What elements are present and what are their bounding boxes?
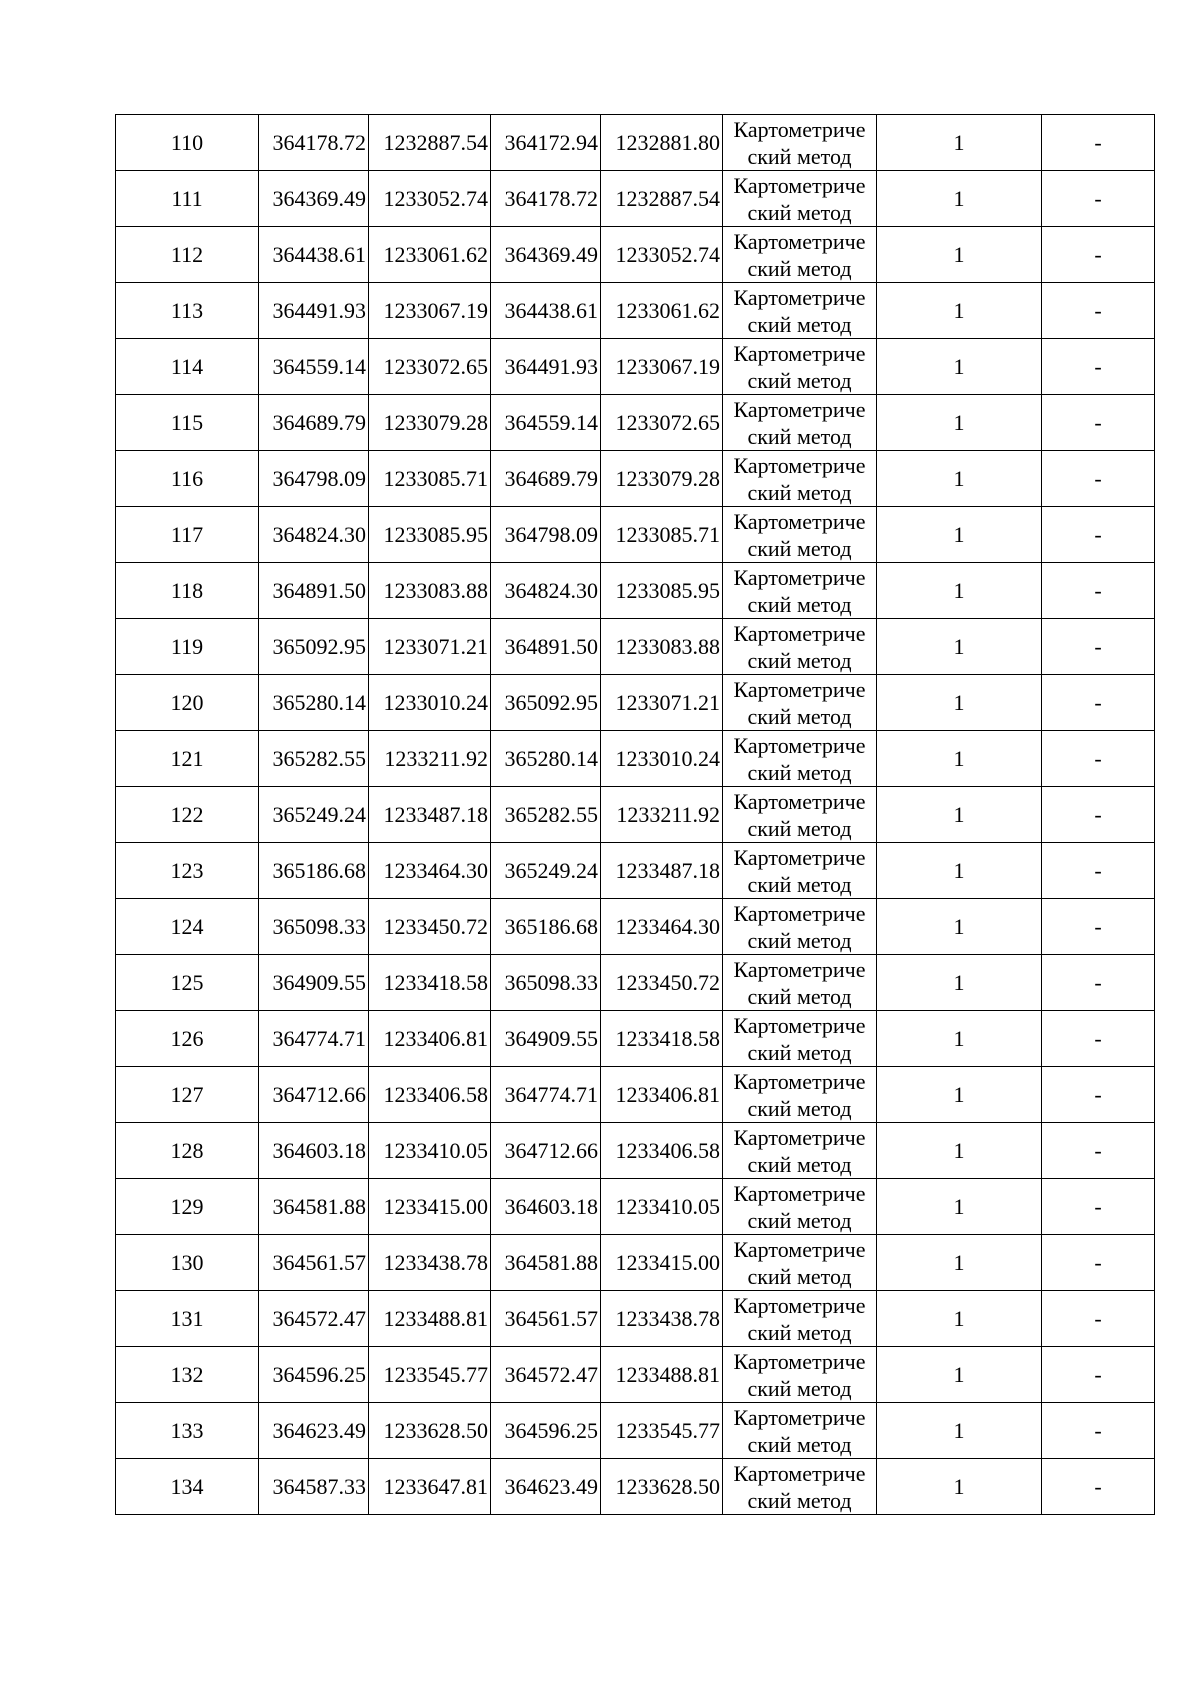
previous-x-coordinate-cell: 364178.72 [491, 171, 601, 227]
x-coordinate-cell: 364774.71 [259, 1011, 369, 1067]
method-cell [723, 1347, 877, 1403]
note-cell: - [1042, 675, 1155, 731]
method-line-1: Картометриче [733, 1068, 866, 1094]
previous-y-coordinate-cell: 1233052.74 [601, 227, 723, 283]
point-number-cell: 111 [116, 171, 259, 227]
note-cell: - [1042, 899, 1155, 955]
point-number-cell: 117 [116, 507, 259, 563]
table-row [116, 1235, 1155, 1291]
method-line-1: Картометриче [733, 956, 866, 982]
method-line-2: ский метод [747, 983, 852, 1009]
point-number-cell: 124 [116, 899, 259, 955]
table-row [116, 171, 1155, 227]
x-coordinate-cell: 364438.61 [259, 227, 369, 283]
method-line-2: ский метод [747, 1039, 852, 1065]
method-line-1: Картометриче [733, 676, 866, 702]
x-coordinate-cell: 364369.49 [259, 171, 369, 227]
accuracy-cell: 1 [877, 507, 1042, 563]
previous-y-coordinate-cell: 1233010.24 [601, 731, 723, 787]
y-coordinate-cell: 1233418.58 [369, 955, 491, 1011]
previous-x-coordinate-cell: 364891.50 [491, 619, 601, 675]
method-line-2: ский метод [747, 143, 852, 169]
x-coordinate-cell: 364561.57 [259, 1235, 369, 1291]
method-line-2: ский метод [747, 367, 852, 393]
x-coordinate-cell: 364891.50 [259, 563, 369, 619]
table-row [116, 731, 1155, 787]
x-coordinate-cell: 365186.68 [259, 843, 369, 899]
previous-y-coordinate-cell: 1232887.54 [601, 171, 723, 227]
method-line-2: ский метод [747, 535, 852, 561]
table-row [116, 1347, 1155, 1403]
previous-y-coordinate-cell: 1233418.58 [601, 1011, 723, 1067]
method-line-2: ский метод [747, 1319, 852, 1345]
previous-y-coordinate-cell: 1232881.80 [601, 115, 723, 171]
y-coordinate-cell: 1233450.72 [369, 899, 491, 955]
table-row [116, 787, 1155, 843]
y-coordinate-cell: 1233072.65 [369, 339, 491, 395]
method-line-2: ский метод [747, 1151, 852, 1177]
previous-y-coordinate-cell: 1233071.21 [601, 675, 723, 731]
method-line-2: ский метод [747, 1095, 852, 1121]
table-row [116, 227, 1155, 283]
method-cell [723, 1235, 877, 1291]
table-row [116, 507, 1155, 563]
point-number-cell: 116 [116, 451, 259, 507]
y-coordinate-cell: 1233085.71 [369, 451, 491, 507]
method-line-2: ский метод [747, 647, 852, 673]
y-coordinate-cell: 1233406.81 [369, 1011, 491, 1067]
accuracy-cell: 1 [877, 1067, 1042, 1123]
method-line-2: ский метод [747, 815, 852, 841]
method-line-1: Картометриче [733, 1012, 866, 1038]
y-coordinate-cell: 1233545.77 [369, 1347, 491, 1403]
method-line-1: Картометриче [733, 508, 866, 534]
y-coordinate-cell: 1233488.81 [369, 1291, 491, 1347]
y-coordinate-cell: 1233010.24 [369, 675, 491, 731]
method-line-1: Картометриче [733, 844, 866, 870]
accuracy-cell: 1 [877, 171, 1042, 227]
y-coordinate-cell: 1233071.21 [369, 619, 491, 675]
x-coordinate-cell: 364909.55 [259, 955, 369, 1011]
note-cell: - [1042, 563, 1155, 619]
method-line-2: ский метод [747, 1487, 852, 1513]
previous-y-coordinate-cell: 1233085.95 [601, 563, 723, 619]
table-row [116, 1011, 1155, 1067]
table-row [116, 619, 1155, 675]
y-coordinate-cell: 1233211.92 [369, 731, 491, 787]
method-line-2: ский метод [747, 199, 852, 225]
method-line-1: Картометриче [733, 1180, 866, 1206]
method-line-2: ский метод [747, 759, 852, 785]
x-coordinate-cell: 364178.72 [259, 115, 369, 171]
note-cell: - [1042, 1403, 1155, 1459]
note-cell: - [1042, 731, 1155, 787]
table-row [116, 843, 1155, 899]
method-line-2: ский метод [747, 1375, 852, 1401]
method-line-1: Картометриче [733, 788, 866, 814]
accuracy-cell: 1 [877, 675, 1042, 731]
previous-x-coordinate-cell: 365092.95 [491, 675, 601, 731]
method-cell [723, 955, 877, 1011]
accuracy-cell: 1 [877, 283, 1042, 339]
method-cell [723, 451, 877, 507]
method-line-2: ский метод [747, 1207, 852, 1233]
method-cell [723, 395, 877, 451]
method-cell [723, 115, 877, 171]
note-cell: - [1042, 1235, 1155, 1291]
table-row [116, 1123, 1155, 1179]
previous-y-coordinate-cell: 1233410.05 [601, 1179, 723, 1235]
method-line-2: ский метод [747, 1263, 852, 1289]
y-coordinate-cell: 1233410.05 [369, 1123, 491, 1179]
previous-y-coordinate-cell: 1233079.28 [601, 451, 723, 507]
note-cell: - [1042, 1459, 1155, 1515]
accuracy-cell: 1 [877, 395, 1042, 451]
coordinates-table [115, 114, 1155, 1515]
method-cell [723, 1459, 877, 1515]
previous-y-coordinate-cell: 1233488.81 [601, 1347, 723, 1403]
method-line-1: Картометриче [733, 900, 866, 926]
x-coordinate-cell: 364824.30 [259, 507, 369, 563]
point-number-cell: 112 [116, 227, 259, 283]
y-coordinate-cell: 1233438.78 [369, 1235, 491, 1291]
method-line-1: Картометриче [733, 340, 866, 366]
x-coordinate-cell: 364623.49 [259, 1403, 369, 1459]
table-row [116, 1067, 1155, 1123]
table-row [116, 283, 1155, 339]
previous-x-coordinate-cell: 364603.18 [491, 1179, 601, 1235]
accuracy-cell: 1 [877, 899, 1042, 955]
table-row [116, 1459, 1155, 1515]
y-coordinate-cell: 1233647.81 [369, 1459, 491, 1515]
y-coordinate-cell: 1233487.18 [369, 787, 491, 843]
previous-x-coordinate-cell: 364172.94 [491, 115, 601, 171]
table-row [116, 1291, 1155, 1347]
method-line-2: ский метод [747, 479, 852, 505]
previous-x-coordinate-cell: 364689.79 [491, 451, 601, 507]
accuracy-cell: 1 [877, 1459, 1042, 1515]
table-row [116, 451, 1155, 507]
y-coordinate-cell: 1233085.95 [369, 507, 491, 563]
previous-x-coordinate-cell: 364369.49 [491, 227, 601, 283]
table-row [116, 115, 1155, 171]
previous-x-coordinate-cell: 364909.55 [491, 1011, 601, 1067]
previous-y-coordinate-cell: 1233450.72 [601, 955, 723, 1011]
previous-x-coordinate-cell: 365249.24 [491, 843, 601, 899]
x-coordinate-cell: 364596.25 [259, 1347, 369, 1403]
method-line-1: Картометриче [733, 1236, 866, 1262]
accuracy-cell: 1 [877, 731, 1042, 787]
method-line-2: ский метод [747, 703, 852, 729]
previous-y-coordinate-cell: 1233072.65 [601, 395, 723, 451]
method-cell [723, 1067, 877, 1123]
previous-x-coordinate-cell: 364623.49 [491, 1459, 601, 1515]
previous-y-coordinate-cell: 1233415.00 [601, 1235, 723, 1291]
point-number-cell: 114 [116, 339, 259, 395]
accuracy-cell: 1 [877, 1235, 1042, 1291]
accuracy-cell: 1 [877, 1123, 1042, 1179]
x-coordinate-cell: 365098.33 [259, 899, 369, 955]
previous-y-coordinate-cell: 1233067.19 [601, 339, 723, 395]
method-line-2: ский метод [747, 311, 852, 337]
previous-x-coordinate-cell: 364596.25 [491, 1403, 601, 1459]
accuracy-cell: 1 [877, 843, 1042, 899]
previous-y-coordinate-cell: 1233464.30 [601, 899, 723, 955]
x-coordinate-cell: 365092.95 [259, 619, 369, 675]
method-cell [723, 731, 877, 787]
table-row [116, 955, 1155, 1011]
point-number-cell: 121 [116, 731, 259, 787]
method-line-1: Картометриче [733, 1404, 866, 1430]
method-line-1: Картометриче [733, 564, 866, 590]
x-coordinate-cell: 365280.14 [259, 675, 369, 731]
x-coordinate-cell: 364572.47 [259, 1291, 369, 1347]
method-cell [723, 899, 877, 955]
method-line-1: Картометриче [733, 452, 866, 478]
previous-y-coordinate-cell: 1233085.71 [601, 507, 723, 563]
point-number-cell: 128 [116, 1123, 259, 1179]
note-cell: - [1042, 787, 1155, 843]
previous-y-coordinate-cell: 1233083.88 [601, 619, 723, 675]
accuracy-cell: 1 [877, 1011, 1042, 1067]
method-cell [723, 675, 877, 731]
table-row [116, 899, 1155, 955]
point-number-cell: 132 [116, 1347, 259, 1403]
previous-y-coordinate-cell: 1233061.62 [601, 283, 723, 339]
method-cell [723, 1123, 877, 1179]
method-line-1: Картометриче [733, 1124, 866, 1150]
previous-x-coordinate-cell: 365098.33 [491, 955, 601, 1011]
previous-y-coordinate-cell: 1233438.78 [601, 1291, 723, 1347]
point-number-cell: 130 [116, 1235, 259, 1291]
accuracy-cell: 1 [877, 563, 1042, 619]
method-line-1: Картометриче [733, 116, 866, 142]
previous-y-coordinate-cell: 1233628.50 [601, 1459, 723, 1515]
accuracy-cell: 1 [877, 451, 1042, 507]
previous-x-coordinate-cell: 365186.68 [491, 899, 601, 955]
note-cell: - [1042, 171, 1155, 227]
y-coordinate-cell: 1233464.30 [369, 843, 491, 899]
note-cell: - [1042, 283, 1155, 339]
point-number-cell: 134 [116, 1459, 259, 1515]
previous-x-coordinate-cell: 365282.55 [491, 787, 601, 843]
point-number-cell: 133 [116, 1403, 259, 1459]
previous-x-coordinate-cell: 365280.14 [491, 731, 601, 787]
method-line-2: ский метод [747, 1431, 852, 1457]
point-number-cell: 123 [116, 843, 259, 899]
previous-x-coordinate-cell: 364581.88 [491, 1235, 601, 1291]
note-cell: - [1042, 1347, 1155, 1403]
method-cell [723, 171, 877, 227]
table-body [116, 115, 1155, 1515]
x-coordinate-cell: 365282.55 [259, 731, 369, 787]
method-cell [723, 1403, 877, 1459]
x-coordinate-cell: 364587.33 [259, 1459, 369, 1515]
method-line-1: Картометриче [733, 1460, 866, 1486]
method-line-1: Картометриче [733, 1348, 866, 1374]
y-coordinate-cell: 1233406.58 [369, 1067, 491, 1123]
method-line-2: ский метод [747, 927, 852, 953]
method-line-1: Картометриче [733, 620, 866, 646]
y-coordinate-cell: 1233083.88 [369, 563, 491, 619]
note-cell: - [1042, 955, 1155, 1011]
accuracy-cell: 1 [877, 339, 1042, 395]
accuracy-cell: 1 [877, 1347, 1042, 1403]
table-row [116, 395, 1155, 451]
x-coordinate-cell: 364559.14 [259, 339, 369, 395]
note-cell: - [1042, 1011, 1155, 1067]
point-number-cell: 131 [116, 1291, 259, 1347]
point-number-cell: 129 [116, 1179, 259, 1235]
method-line-1: Картометриче [733, 732, 866, 758]
note-cell: - [1042, 227, 1155, 283]
method-cell [723, 507, 877, 563]
accuracy-cell: 1 [877, 955, 1042, 1011]
method-cell [723, 1011, 877, 1067]
method-line-2: ский метод [747, 423, 852, 449]
note-cell: - [1042, 843, 1155, 899]
method-line-2: ский метод [747, 255, 852, 281]
point-number-cell: 126 [116, 1011, 259, 1067]
method-line-1: Картометриче [733, 396, 866, 422]
point-number-cell: 120 [116, 675, 259, 731]
method-cell [723, 283, 877, 339]
point-number-cell: 115 [116, 395, 259, 451]
method-cell [723, 563, 877, 619]
previous-y-coordinate-cell: 1233406.81 [601, 1067, 723, 1123]
point-number-cell: 125 [116, 955, 259, 1011]
method-cell [723, 843, 877, 899]
point-number-cell: 119 [116, 619, 259, 675]
method-cell [723, 619, 877, 675]
x-coordinate-cell: 364712.66 [259, 1067, 369, 1123]
accuracy-cell: 1 [877, 227, 1042, 283]
method-cell [723, 787, 877, 843]
previous-x-coordinate-cell: 364491.93 [491, 339, 601, 395]
point-number-cell: 113 [116, 283, 259, 339]
y-coordinate-cell: 1233052.74 [369, 171, 491, 227]
accuracy-cell: 1 [877, 115, 1042, 171]
y-coordinate-cell: 1232887.54 [369, 115, 491, 171]
note-cell: - [1042, 395, 1155, 451]
note-cell: - [1042, 1291, 1155, 1347]
accuracy-cell: 1 [877, 1291, 1042, 1347]
previous-y-coordinate-cell: 1233487.18 [601, 843, 723, 899]
y-coordinate-cell: 1233067.19 [369, 283, 491, 339]
method-line-1: Картометриче [733, 228, 866, 254]
accuracy-cell: 1 [877, 1179, 1042, 1235]
method-line-2: ский метод [747, 591, 852, 617]
table-row [116, 563, 1155, 619]
note-cell: - [1042, 507, 1155, 563]
note-cell: - [1042, 451, 1155, 507]
note-cell: - [1042, 1123, 1155, 1179]
point-number-cell: 110 [116, 115, 259, 171]
table-row [116, 1403, 1155, 1459]
previous-y-coordinate-cell: 1233545.77 [601, 1403, 723, 1459]
previous-x-coordinate-cell: 364438.61 [491, 283, 601, 339]
y-coordinate-cell: 1233079.28 [369, 395, 491, 451]
point-number-cell: 118 [116, 563, 259, 619]
accuracy-cell: 1 [877, 619, 1042, 675]
previous-y-coordinate-cell: 1233211.92 [601, 787, 723, 843]
previous-x-coordinate-cell: 364798.09 [491, 507, 601, 563]
method-line-1: Картометриче [733, 284, 866, 310]
y-coordinate-cell: 1233415.00 [369, 1179, 491, 1235]
note-cell: - [1042, 1179, 1155, 1235]
y-coordinate-cell: 1233061.62 [369, 227, 491, 283]
method-line-1: Картометриче [733, 1292, 866, 1318]
note-cell: - [1042, 115, 1155, 171]
previous-x-coordinate-cell: 364712.66 [491, 1123, 601, 1179]
point-number-cell: 127 [116, 1067, 259, 1123]
table-row [116, 339, 1155, 395]
accuracy-cell: 1 [877, 787, 1042, 843]
x-coordinate-cell: 364689.79 [259, 395, 369, 451]
previous-x-coordinate-cell: 364824.30 [491, 563, 601, 619]
accuracy-cell: 1 [877, 1403, 1042, 1459]
x-coordinate-cell: 364491.93 [259, 283, 369, 339]
table-row [116, 675, 1155, 731]
previous-x-coordinate-cell: 364559.14 [491, 395, 601, 451]
method-cell [723, 339, 877, 395]
x-coordinate-cell: 365249.24 [259, 787, 369, 843]
x-coordinate-cell: 364603.18 [259, 1123, 369, 1179]
x-coordinate-cell: 364798.09 [259, 451, 369, 507]
method-cell [723, 1179, 877, 1235]
method-cell [723, 227, 877, 283]
method-line-1: Картометриче [733, 172, 866, 198]
x-coordinate-cell: 364581.88 [259, 1179, 369, 1235]
point-number-cell: 122 [116, 787, 259, 843]
table-row [116, 1179, 1155, 1235]
previous-y-coordinate-cell: 1233406.58 [601, 1123, 723, 1179]
y-coordinate-cell: 1233628.50 [369, 1403, 491, 1459]
method-cell [723, 1291, 877, 1347]
note-cell: - [1042, 619, 1155, 675]
previous-x-coordinate-cell: 364561.57 [491, 1291, 601, 1347]
note-cell: - [1042, 1067, 1155, 1123]
previous-x-coordinate-cell: 364572.47 [491, 1347, 601, 1403]
previous-x-coordinate-cell: 364774.71 [491, 1067, 601, 1123]
note-cell: - [1042, 339, 1155, 395]
method-line-2: ский метод [747, 871, 852, 897]
